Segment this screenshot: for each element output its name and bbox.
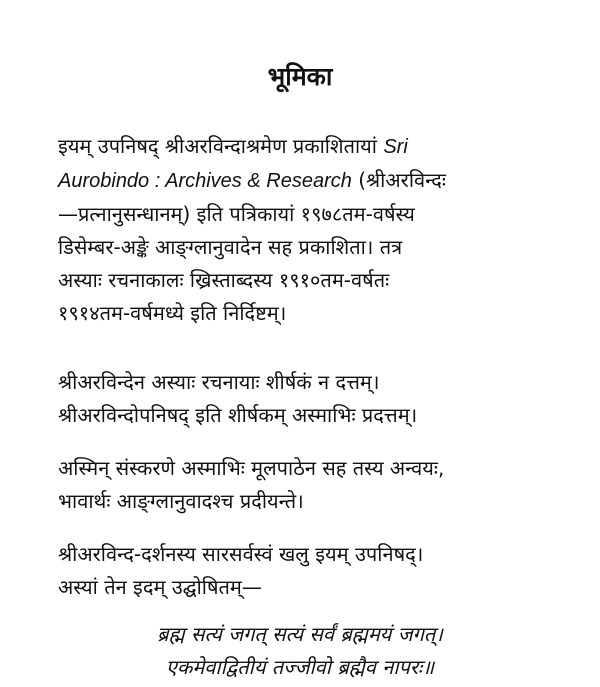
paragraph-line: श्रीअरविन्देन अस्याः रचनायाः शीर्षकं न दत्तम्। bbox=[58, 370, 380, 394]
paragraph-line: —प्रत्नानुसन्धानम्) इति पत्रिकायां १९७८तम-वर्षस्य bbox=[58, 202, 415, 226]
verse-block bbox=[0, 618, 600, 684]
philosophy-paragraph bbox=[58, 538, 558, 604]
paragraph-line bbox=[58, 164, 558, 198]
text-run: (श्रीअरविन्दः bbox=[351, 168, 446, 192]
intro-paragraph bbox=[58, 130, 558, 330]
paragraph-line: अस्मिन् संस्करणे अस्माभिः मूलपाठेन सह तस्य अन्वयः, bbox=[58, 456, 445, 480]
page-title: भूमिका bbox=[267, 62, 333, 91]
title-note-paragraph bbox=[58, 366, 558, 432]
verse-line: एकमेवाद्वितीयं तज्जीवो ब्रह्मैव नापरः॥ bbox=[165, 655, 435, 679]
paragraph-line: अस्याः रचनाकालः ख्रिस्ताब्दस्य १९१०तम-वर्षतः bbox=[58, 268, 390, 292]
edition-note-paragraph bbox=[58, 452, 558, 518]
verse-line: ब्रह्म सत्यं जगत् सत्यं सर्वं ब्रह्ममयं जगत्। bbox=[157, 622, 443, 646]
paragraph-line: श्रीअरविन्द-दर्शनस्य सारसर्वस्वं खलु इयम् उपनिषद्। bbox=[58, 542, 424, 566]
paragraph-line: डिसेम्बर-अङ्के आङ्ग्लानुवादेन सह प्रकाशिता। तत्र bbox=[58, 235, 403, 259]
paragraph-line: भावार्थः आङ्ग्लानुवादश्च प्रदीयन्ते। bbox=[58, 489, 304, 513]
paragraph-line: अस्यां तेन इदम् उद्घोषितम्— bbox=[58, 575, 262, 599]
publication-title-part: Sri bbox=[383, 136, 408, 158]
paragraph-line: श्रीअरविन्दोपनिषद् इति शीर्षकम् अस्माभिः प्रदत्तम्। bbox=[58, 403, 418, 427]
text-run: इयम् उपनिषद् श्रीअरविन्दाश्रमेण प्रकाशितायां bbox=[58, 134, 384, 158]
paragraph-line: १९१४तम-वर्षमध्ये इति निर्दिष्टम्। bbox=[58, 301, 287, 325]
paragraph-line bbox=[58, 130, 558, 164]
publication-title: Aurobindo : Archives & Research bbox=[58, 170, 352, 192]
